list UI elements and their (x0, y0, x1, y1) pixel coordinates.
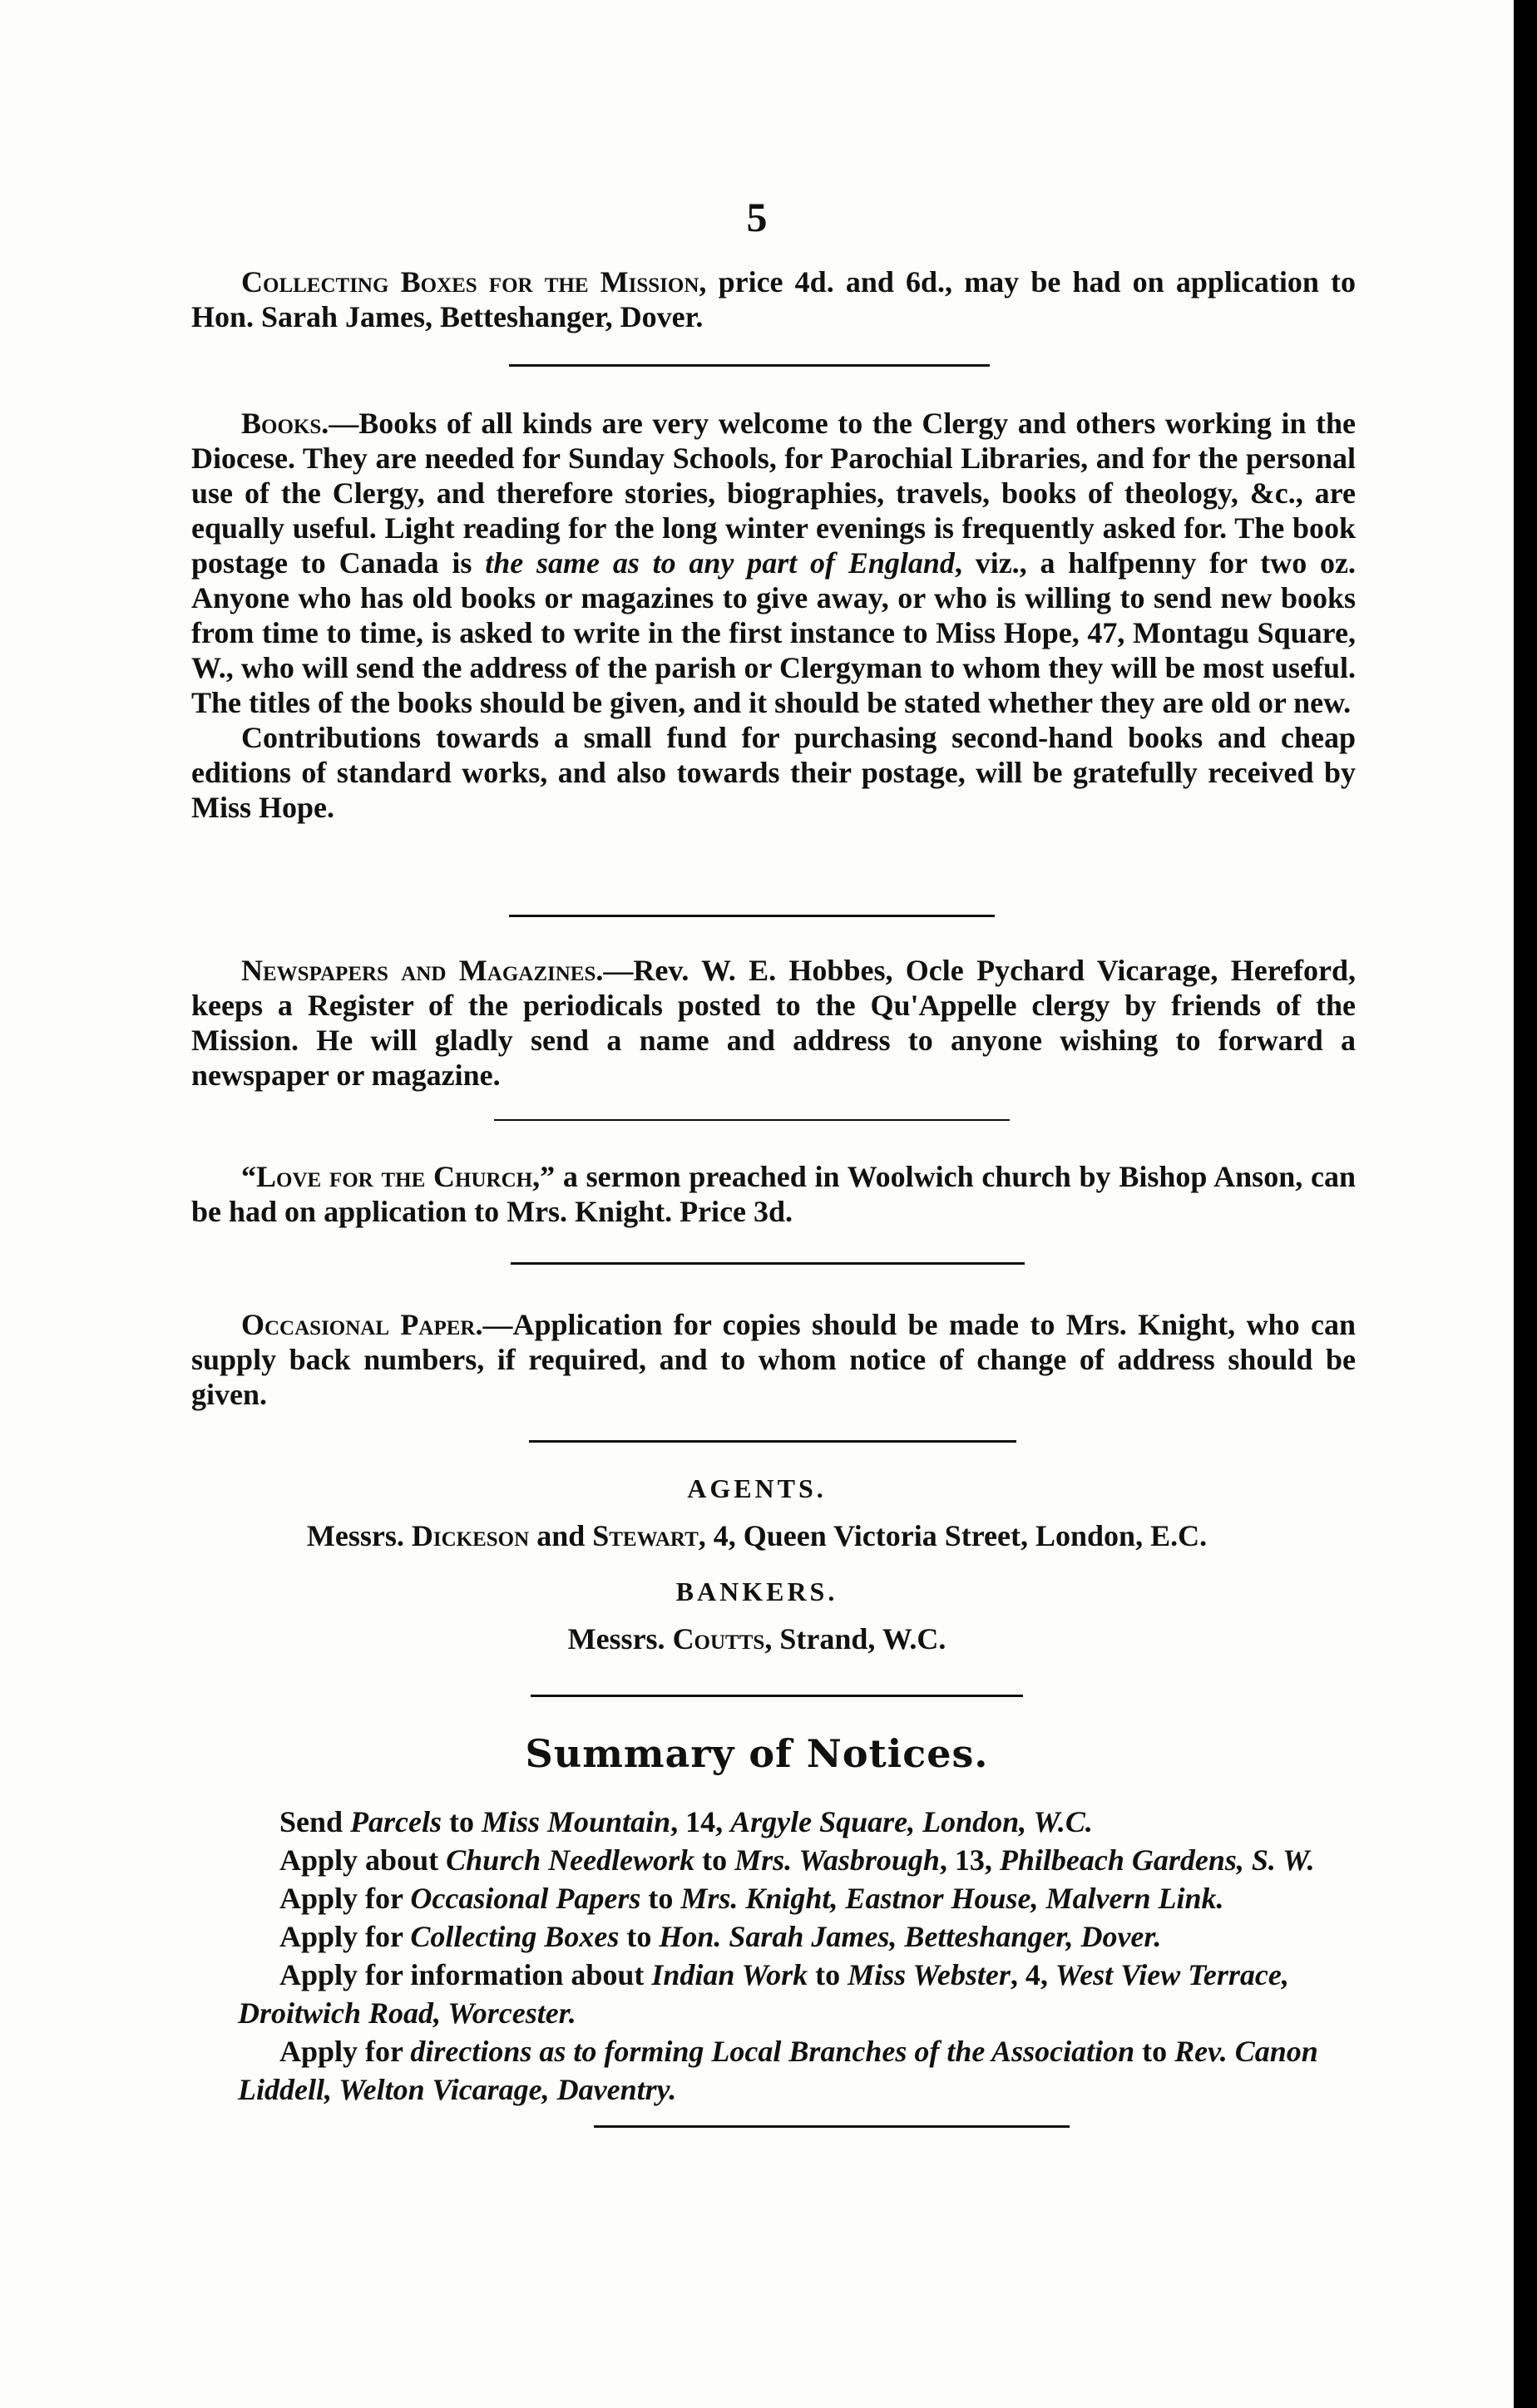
bankers-heading: BANKERS. (675, 1577, 838, 1606)
collecting-heading: Collecting Boxes for the Mission, (241, 265, 707, 299)
occasional-text: —Application for copies should be made to Mrs. Knight, who can supply back numbers, if required, and to whom notice of change of address should be given. (191, 1308, 1356, 1411)
bankers-line (0, 1621, 1514, 1656)
books-text-2: , viz., a halfpenny for two oz. Anyone who has old books or magazines to give away, or who is willing to send new books from time to time, is asked to write in the first instance to Miss Hope, 47, Montagu Square, W., who will send the address of the parish or Clergyman to whom they will be most useful. The titles of the books should be given, and it should be stated whether they are old or new. (191, 546, 1356, 719)
divider (511, 1262, 1025, 1265)
books-paragraph-2: Contributions towards a small fund for purchasing second-hand books and cheap editions of standard works, and also towards their postage, will be gratefully received by Miss Hope. (191, 721, 1356, 824)
love-heading: “Love for the Church,” (241, 1160, 556, 1193)
divider (509, 364, 990, 367)
agents-address: , 4, Queen Victoria Street, London, E.C. (698, 1519, 1208, 1552)
agents-line (0, 1518, 1514, 1553)
divider (494, 1119, 1010, 1121)
occasional-paper-notice (191, 1307, 1356, 1412)
agents-pre: Messrs. (306, 1519, 412, 1552)
summary-item: Send Parcels to Miss Mountain, 14, Argyle Square, London, W.C. (279, 1805, 1093, 1838)
collecting-boxes-notice (191, 264, 1356, 334)
love-for-church-notice (191, 1159, 1356, 1229)
agents-mid: and (529, 1519, 593, 1552)
bankers-address: , Strand, W.C. (764, 1622, 946, 1656)
agents-name-1: Dickeson (411, 1519, 530, 1552)
summary-item: Apply about Church Needlework to Mrs. Wasbrough, 13, Philbeach Gardens, S. W. (279, 1843, 1315, 1877)
newspapers-heading: Newspapers and Magazines. (241, 954, 604, 987)
summary-item: Apply for Collecting Boxes to Hon. Sarah James, Betteshanger, Dover. (279, 1920, 1162, 1953)
newspapers-notice (191, 953, 1356, 1093)
summary-item: Apply for information about Indian Work to Miss Webster, 4, West View Terrace, Droitwich Road, Worcester. (238, 1958, 1289, 2030)
divider (531, 1695, 1023, 1697)
summary-item: Apply for Occasional Papers to Mrs. Knight, Eastnor House, Malvern Link. (279, 1882, 1224, 1915)
page-number: 5 (746, 194, 768, 240)
summary-list (238, 1803, 1344, 2109)
books-notice (191, 406, 1356, 825)
occasional-heading: Occasional Paper. (241, 1308, 483, 1341)
summary-title: Summary of Notices. (525, 1731, 989, 1776)
books-italic: the same as to any part of England (485, 546, 955, 580)
agents-heading: AGENTS. (687, 1473, 827, 1503)
love-text: a sermon preached in Woolwich church by Bishop Anson, can be had on application to Mrs. Knight. Price 3d. (191, 1160, 1356, 1228)
books-text-1: —Books of all kinds are very welcome to the Clergy and others working in the Diocese. They are needed for Sunday Schools, for Parochial Libraries, and for the personal use of the Clergy, and therefore stories, biographies, travels, books of theology, &c., are equally useful. Light reading for the long winter evenings is frequently asked for. The book postage to Canada is (191, 407, 1356, 580)
bankers-pre: Messrs. (567, 1622, 673, 1656)
collecting-text: price 4d. and 6d., may be had on application to Hon. Sarah James, Betteshanger, Dover. (191, 265, 1357, 333)
divider (509, 915, 995, 917)
newspapers-text: —Rev. W. E. Hobbes, Ocle Pychard Vicarage, Hereford, keeps a Register of the periodicals posted to the Qu'Appelle clergy by friends of the Mission. He will gladly send a name and address to anyone wishing to forward a newspaper or magazine. (191, 954, 1356, 1092)
summary-item: Apply for directions as to forming Local Branches of the Association to Rev. Canon Liddell, Welton Vicarage, Daventry. (238, 2035, 1318, 2106)
divider (529, 1440, 1016, 1443)
divider (594, 2125, 1070, 2128)
agents-name-2: Stewart (592, 1519, 699, 1552)
bankers-name: Coutts (672, 1622, 765, 1656)
books-heading: Books. (241, 407, 329, 440)
